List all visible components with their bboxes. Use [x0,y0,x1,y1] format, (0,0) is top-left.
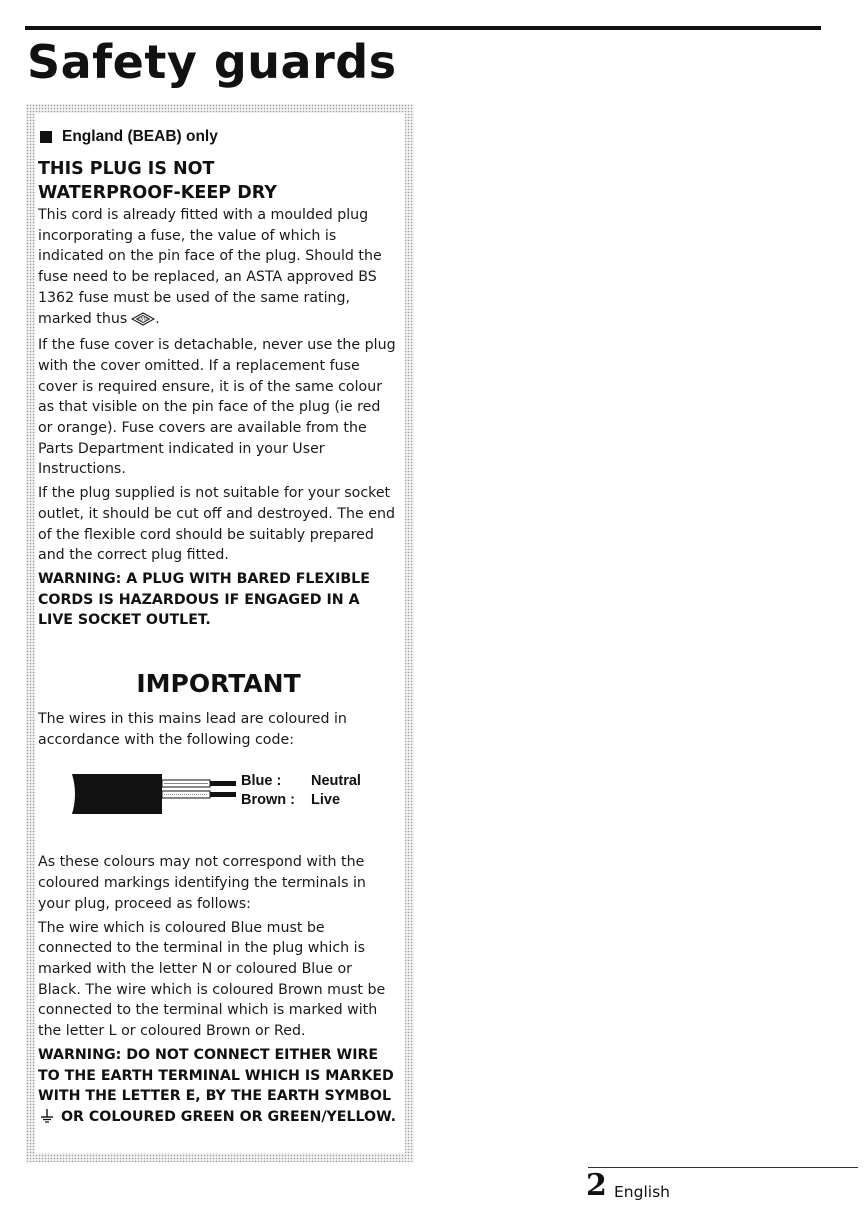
svg-text:ASTA: ASTA [138,316,149,322]
important-heading: IMPORTANT [136,669,301,699]
fuse-paragraph-text: This cord is already fitted with a moulded plug incorporating a fuse, the value of which is indicated on the pin face of the plug. Should the fuse need to be replaced, an ASTA approved BS 1362 fuse must be used of the same rating, marked thus [38,207,382,327]
wire-color-brown: Brown : [241,791,295,808]
bared-cord-warning: WARNING: A PLUG WITH BARED FLEXIBLE CORDS IS HAZARDOUS IF ENGAGED IN A LIVE SOCKET OUTLET. [38,570,370,629]
wire-function-neutral: Neutral [311,773,361,790]
wire-function-live: Live [311,791,341,808]
square-bullet-icon [40,131,52,143]
wire-legend-row [241,772,361,791]
earth-warning-text-a: WARNING: DO NOT CONNECT EITHER WIRE TO THE EARTH TERMINAL WHICH IS MARKED WITH THE LETTER E, BY THE EARTH SYMBOL [38,1046,394,1105]
wire-colour-diagram [38,766,399,830]
plug-heading [38,157,399,205]
top-rule [25,26,821,30]
fuse-cover-paragraph: If the fuse cover is detachable, never use the plug with the cover omitted. If a replacement fuse cover is required ensure, it is of the same colour as that visible on the pin face of the plug (ie red or orange). Fuse covers are available from the Parts Department indicated in your User Instructions. [38,337,396,478]
footer-rule [588,1167,858,1168]
safety-box [26,104,414,1162]
mains-cable-icon [70,772,240,816]
earth-symbol-icon [40,1108,54,1130]
earth-warning-text-b: OR COLOURED GREEN OR GREEN/YELLOW. [60,1108,396,1125]
terminal-connection-paragraph: The wire which is coloured Blue must be connected to the terminal in the plug which is marked with the letter N or coloured Blue or Black. The wire which is coloured Brown must be connected to the terminal which is marked with the letter L or coloured Brown or Red. [38,919,386,1040]
fuse-paragraph-end: . [155,310,160,327]
page-language: English [614,1183,670,1201]
safety-box-content [35,113,405,1153]
page-number: 2 [586,1168,607,1203]
wire-colour-intro: The wires in this mains lead are coloured in accordance with the following code: [38,711,347,748]
region-label [40,127,399,147]
wire-legend-row [241,791,361,810]
asta-mark-icon [131,312,155,333]
page-title: Safety guards [27,35,397,89]
fuse-paragraph [38,205,399,332]
colour-mismatch-paragraph: As these colours may not correspond with the coloured markings identifying the terminals in your plug, proceed as follows: [38,854,366,912]
region-label-text: England (BEAB) only [62,128,218,145]
wire-color-blue: Blue : [241,773,282,790]
wire-legend [241,772,361,809]
plug-replacement-paragraph: If the plug supplied is not suitable for your socket outlet, it should be cut off and destroyed. The end of the flexible cord should be suitably prepared and the correct plug fitted. [38,485,395,564]
plug-heading-line1: THIS PLUG IS NOT [38,159,215,179]
earth-terminal-warning [38,1045,399,1130]
plug-heading-line2: WATERPROOF-KEEP DRY [38,183,277,203]
